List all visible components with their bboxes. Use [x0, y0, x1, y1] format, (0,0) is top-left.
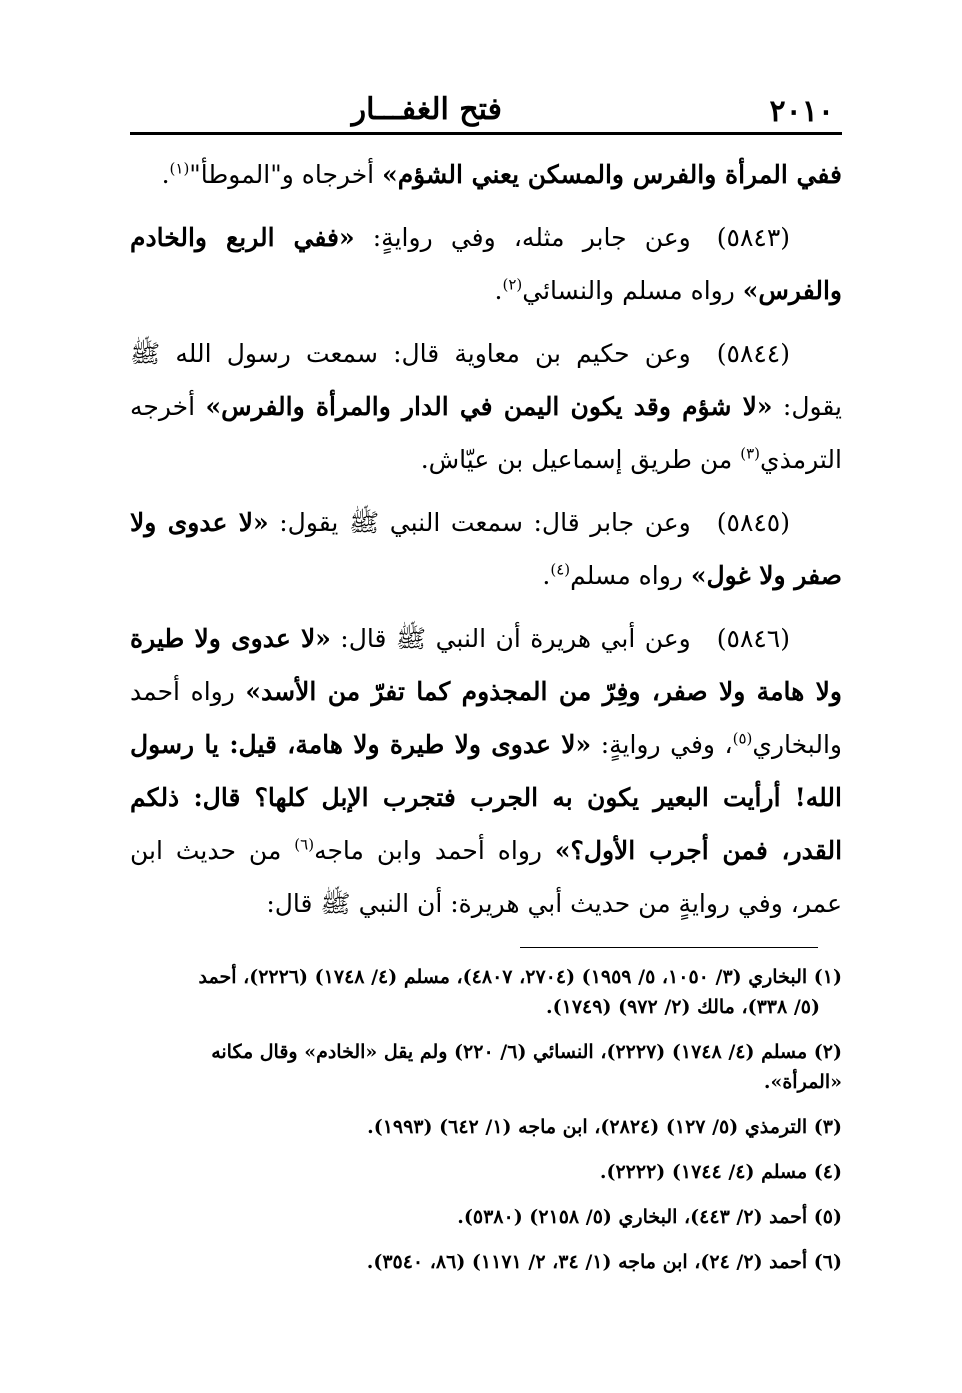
narration-text: رواه مسلم — [570, 561, 691, 590]
footnote-ref: (٤) — [550, 560, 571, 579]
footnote-2: (٢) مسلم (٤/ ١٧٤٨) (٢٢٢٧)، النسائي (٦/ ٢٢٠) ولم يقل «الخادم» وقال مكانه «المرأة». — [211, 1041, 842, 1093]
footnote-1-continued: (٥/ ٣٣٨)، مالك (٢/ ٩٧٢) (١٧٤٩). — [546, 996, 820, 1018]
narration-text: . — [494, 276, 503, 305]
quoted-text: «لا عدوى ولا طيرة ولا هامة، قيل: يا رسول الله! أرأيت البعير يكون به الجرب فتجرب الإبل كلها؟ قال: ذلكم القدر، فمن أجرب الأول؟» — [130, 730, 843, 865]
narration-text: . — [542, 561, 551, 590]
narration-text: وعن أبي هريرة أن النبي ﷺ قال: — [330, 624, 691, 653]
hadith-paragraph — [130, 327, 842, 486]
quoted-text: ففي المرأة والفرس والمسكن يعني الشؤم» — [382, 160, 842, 189]
quoted-text: «لا عدوى ولا طيرة ولا هامة ولا صفر، وفِرّ من المجذوم كما تفرّ من الأسد» — [130, 624, 842, 706]
narration-text: من طريق إسماعيل بن عيّاش. — [420, 445, 741, 474]
narration-text: أخرجه الترمذي — [130, 392, 842, 474]
narration-text: رواه مسلم والنسائي — [522, 276, 743, 305]
page-header — [130, 92, 842, 130]
footnote-ref: (١) — [169, 159, 190, 178]
hadith-paragraph — [130, 612, 842, 930]
hadith-number: (٥٨٤٣) — [716, 223, 791, 252]
narration-text: رواه أحمد وابن ماجه — [314, 836, 555, 865]
book-title: فتح الغفـــار — [351, 92, 502, 127]
hadith-paragraph — [130, 148, 842, 201]
hadith-number: (٥٨٤٥) — [716, 508, 790, 537]
narration-text: رواه أحمد والبخاري — [130, 677, 842, 759]
hadith-paragraph — [130, 496, 842, 602]
hadith-number: (٥٨٤٦) — [716, 624, 790, 653]
narration-text: من حديث ابن عمر، وفي روايةٍ من حديث أبي هريرة: أن النبي ﷺ قال: — [130, 836, 842, 918]
quoted-text: «ففي الربع والخادم والفرس» — [130, 223, 842, 305]
footnote-ref: (٢) — [502, 275, 523, 294]
quoted-text: «لا عدوى ولا صفر ولا غول» — [130, 508, 842, 590]
quoted-text: «لا شؤم وقد يكون اليمن في الدار والمرأة والفرس» — [205, 392, 773, 421]
narration-text: . — [161, 160, 170, 189]
footnote-divider — [520, 947, 818, 948]
footnote-ref: (٥) — [732, 729, 753, 748]
narration-text: أخرجاه و"الموطأ" — [189, 160, 383, 189]
header-divider — [130, 132, 842, 135]
footnotes — [130, 962, 842, 1292]
hadith-paragraph — [130, 211, 842, 317]
footnote-3: (٣) الترمذي (٥/ ١٢٧) (٢٨٢٤)، ابن ماجه (١/ ٦٤٢) (١٩٩٣). — [367, 1116, 842, 1138]
footnote-ref: (٣) — [740, 444, 761, 463]
page-number: ٢٠١٠ — [769, 94, 834, 129]
narration-text: وعن جابر قال: سمعت النبي ﷺ يقول: — [268, 508, 691, 537]
footnote-6: (٦) أحمد (٢/ ٢٤)، ابن ماجه (١/ ٣٤، ٢/ ١١٧١) (٨٦، ٣٥٤٠). — [366, 1251, 842, 1273]
hadith-number: (٥٨٤٤) — [716, 339, 790, 368]
footnote-4: (٤) مسلم (٤/ ١٧٤٤) (٢٢٢٢). — [599, 1161, 842, 1183]
narration-text: وعن جابر مثله، وفي روايةٍ: — [354, 223, 691, 252]
narration-text: ، وفي روايةٍ: — [591, 730, 733, 759]
footnote-1: (١) البخاري (٣/ ١٠٥٠، ٥/ ١٩٥٩) (٢٧٠٤، ٤٨٠٧)، مسلم (٤/ ١٧٤٨) (٢٢٢٦)، أحمد — [198, 966, 842, 988]
narration-text: وعن حكيم بن معاوية قال: سمعت رسول الله ﷺ يقول: — [130, 339, 843, 421]
main-text — [130, 148, 842, 940]
footnote-ref: (٦) — [294, 835, 315, 854]
footnote-5: (٥) أحمد (٢/ ٤٤٣)، البخاري (٥/ ٢١٥٨) (٥٣٨٠). — [457, 1206, 842, 1228]
